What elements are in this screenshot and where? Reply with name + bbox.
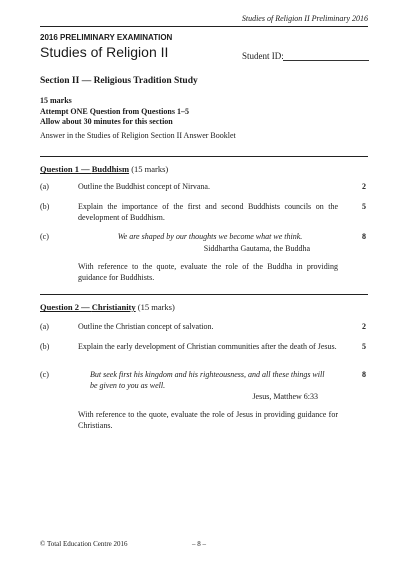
question-marks: (15 marks) (131, 164, 169, 174)
answer-instruction: Answer in the Studies of Religion Section II Answer Booklet (40, 131, 236, 140)
part-label: (b) (40, 202, 50, 211)
student-id-label: Student ID: (242, 51, 284, 61)
quote-attribution: Jesus, Matthew 6:33 (252, 392, 318, 401)
section-marks: 15 marks (40, 96, 72, 105)
part-label: (b) (40, 342, 50, 351)
exam-title: 2016 PRELIMINARY EXAMINATION (40, 33, 173, 42)
section-instructions (40, 96, 189, 128)
quote: We are shaped by our thoughts we become what we think. (117, 232, 303, 241)
question-marks: (15 marks) (137, 302, 175, 312)
quote-attribution: Siddhartha Gautama, the Buddha (203, 244, 310, 253)
part-text: With reference to the quote, evaluate the role of Jesus in providing guidance for Christians. (78, 410, 338, 430)
part-text: Explain the importance of the first and second Buddhists councils on the development of Buddhism. (78, 202, 338, 222)
question-2-title: Question 2 — Christianity (15 marks) (40, 302, 175, 312)
time-instruction: Allow about 30 minutes for this section (40, 117, 173, 126)
question-number: Question 1 (40, 164, 79, 174)
part-text: With reference to the quote, evaluate the role of the Buddha in providing guidance for Buddhists. (78, 262, 338, 282)
question-number: Question 2 (40, 302, 79, 312)
part-marks: 5 (362, 342, 366, 351)
question-1-title: Question 1 — Buddhism (15 marks) (40, 164, 169, 174)
page-number: – 8 – (192, 540, 206, 548)
divider (40, 294, 368, 295)
header-rule (40, 26, 368, 27)
part-marks: 2 (362, 322, 366, 331)
part-marks: 8 (362, 232, 366, 241)
part-label: (a) (40, 322, 49, 331)
question-topic: Christianity (91, 302, 136, 312)
part-text: Explain the early development of Christian communities after the death of Jesus. (78, 342, 337, 351)
part-text: Outline the Buddhist concept of Nirvana. (78, 182, 210, 191)
divider (40, 156, 368, 157)
attempt-instruction: Attempt ONE Question from Questions 1–5 (40, 106, 189, 116)
section-title: Section II — Religious Tradition Study (40, 76, 198, 86)
running-head: Studies of Religion II Preliminary 2016 (241, 14, 368, 23)
student-id-field[interactable] (283, 60, 369, 61)
part-marks: 5 (362, 202, 366, 211)
subject-title: Studies of Religion II (40, 44, 169, 60)
part-label: (c) (40, 370, 49, 379)
part-text: Outline the Christian concept of salvation. (78, 322, 214, 331)
quote: But seek first his kingdom and his righteousness, and all these things will be given to you as well. (90, 370, 325, 390)
part-marks: 8 (362, 370, 366, 379)
part-label: (a) (40, 182, 49, 191)
question-topic: Buddhism (91, 164, 130, 174)
part-marks: 2 (362, 182, 366, 191)
part-label: (c) (40, 232, 49, 241)
footer-copyright: © Total Education Centre 2016 (40, 540, 128, 548)
